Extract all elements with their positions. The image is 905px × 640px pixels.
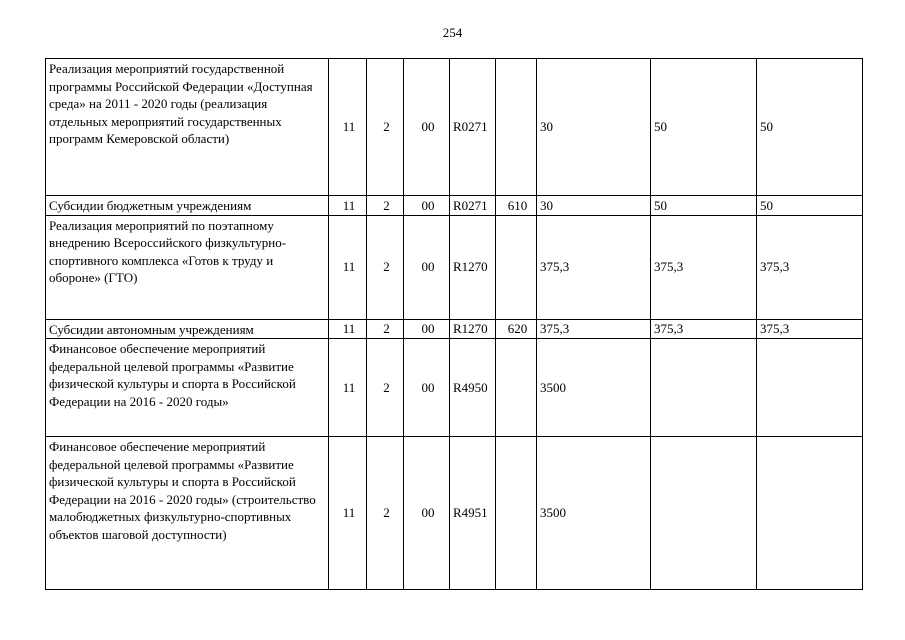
- cell-target-code: R1270: [450, 215, 496, 319]
- cell-program: 00: [404, 59, 450, 196]
- cell-program: 00: [404, 437, 450, 590]
- cell-section: 11: [329, 339, 367, 437]
- cell-target-code: R4950: [450, 339, 496, 437]
- row-name: Финансовое обеспечение мероприятий федеральной целевой программы «Развитие физической культуры и спорта в Российской Федерации на 2016 - 2020 годы» (строительство малобюджетных физкультурно-спортивных объектов шаговой доступности): [46, 437, 329, 590]
- cell-value-1: 375,3: [537, 319, 651, 339]
- cell-program: 00: [404, 319, 450, 339]
- cell-value-1: 375,3: [537, 215, 651, 319]
- cell-section: 11: [329, 59, 367, 196]
- cell-value-3: 375,3: [757, 215, 863, 319]
- cell-subsection: 2: [367, 339, 404, 437]
- cell-value-2: [651, 339, 757, 437]
- table-row: [46, 319, 863, 339]
- table-row: [46, 196, 863, 216]
- cell-value-3: 375,3: [757, 319, 863, 339]
- table-row: [46, 215, 863, 319]
- cell-value-2: 50: [651, 196, 757, 216]
- cell-value-2: 50: [651, 59, 757, 196]
- row-name: Субсидии автономным учреждениям: [46, 319, 329, 339]
- cell-section: 11: [329, 215, 367, 319]
- cell-subsection: 2: [367, 196, 404, 216]
- row-name: Субсидии бюджетным учреждениям: [46, 196, 329, 216]
- cell-subsection: 2: [367, 59, 404, 196]
- cell-target-code: R0271: [450, 196, 496, 216]
- cell-expense-type: 610: [496, 196, 537, 216]
- cell-program: 00: [404, 215, 450, 319]
- cell-value-3: 50: [757, 59, 863, 196]
- cell-subsection: 2: [367, 437, 404, 590]
- cell-expense-type: [496, 215, 537, 319]
- budget-table: [45, 58, 863, 590]
- table-row: [46, 59, 863, 196]
- row-name: Реализация мероприятий государственной программы Российской Федерации «Доступная среда» на 2011 - 2020 годы (реализация отдельных мероприятий государственных программ Кемеровской области): [46, 59, 329, 196]
- cell-value-3: 50: [757, 196, 863, 216]
- cell-value-3: [757, 339, 863, 437]
- cell-value-1: 3500: [537, 339, 651, 437]
- cell-target-code: R1270: [450, 319, 496, 339]
- cell-program: 00: [404, 339, 450, 437]
- cell-target-code: R4951: [450, 437, 496, 590]
- cell-expense-type: 620: [496, 319, 537, 339]
- cell-value-1: 30: [537, 59, 651, 196]
- cell-value-1: 3500: [537, 437, 651, 590]
- row-name: Финансовое обеспечение мероприятий федеральной целевой программы «Развитие физической культуры и спорта в Российской Федерации на 2016 - 2020 годы»: [46, 339, 329, 437]
- row-name: Реализация мероприятий по поэтапному внедрению Всероссийского физкультурно-спортивного комплекса «Готов к труду и обороне» (ГТО): [46, 215, 329, 319]
- cell-value-2: 375,3: [651, 319, 757, 339]
- cell-subsection: 2: [367, 215, 404, 319]
- table-row: [46, 437, 863, 590]
- cell-section: 11: [329, 437, 367, 590]
- cell-value-2: [651, 437, 757, 590]
- cell-section: 11: [329, 196, 367, 216]
- cell-program: 00: [404, 196, 450, 216]
- table-row: [46, 339, 863, 437]
- cell-target-code: R0271: [450, 59, 496, 196]
- cell-section: 11: [329, 319, 367, 339]
- cell-value-1: 30: [537, 196, 651, 216]
- cell-subsection: 2: [367, 319, 404, 339]
- cell-expense-type: [496, 339, 537, 437]
- page-number: 254: [442, 25, 463, 40]
- cell-value-3: [757, 437, 863, 590]
- cell-expense-type: [496, 59, 537, 196]
- cell-value-2: 375,3: [651, 215, 757, 319]
- cell-expense-type: [496, 437, 537, 590]
